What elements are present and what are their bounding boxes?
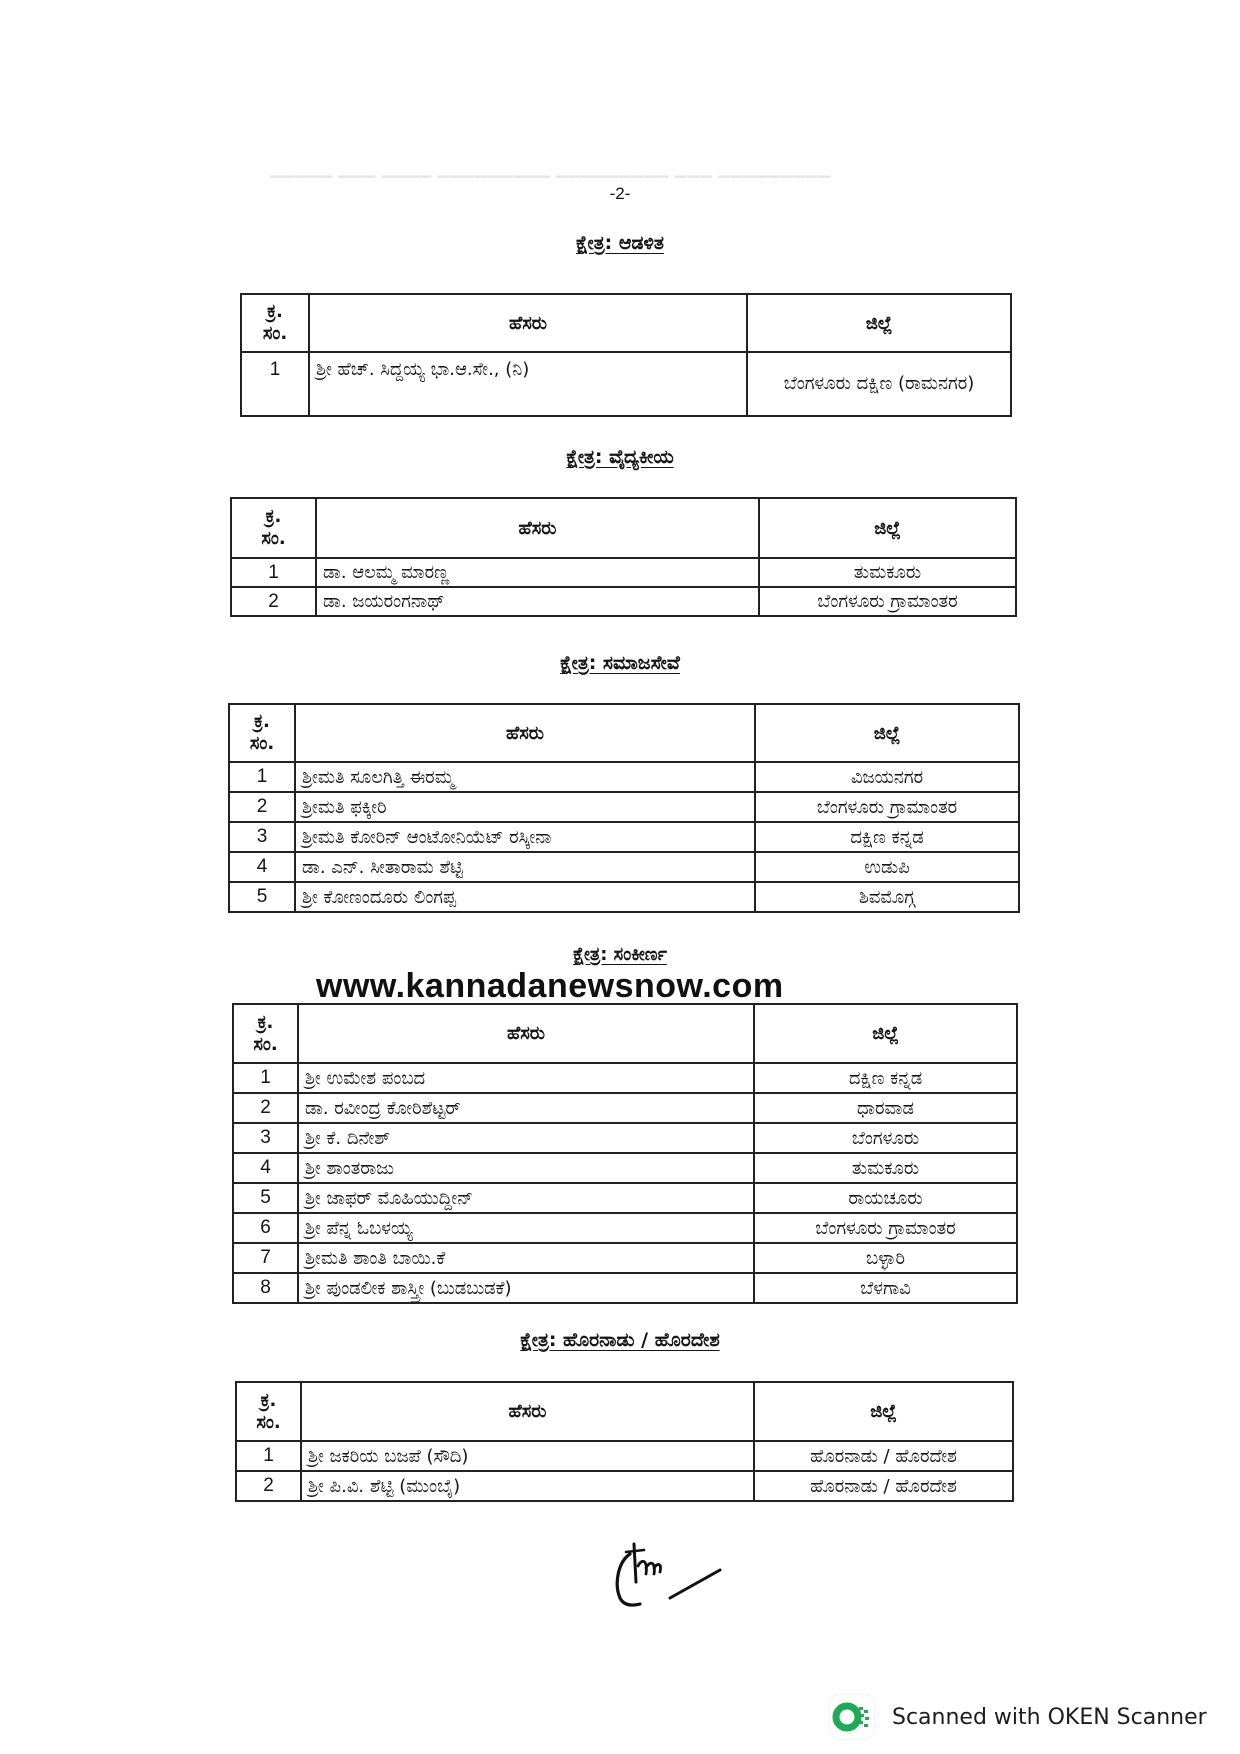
row-sno: 2 xyxy=(233,1093,298,1123)
section-title-administration: ಕ್ಷೇತ್ರ: ಆಡಳಿತ xyxy=(576,232,664,254)
row-district: ಶಿವಮೊಗ್ಗ xyxy=(755,882,1019,912)
row-sno: 4 xyxy=(229,852,295,882)
table-header-row xyxy=(229,704,1019,762)
row-district: ಹೊರನಾಡು / ಹೊರದೇಶ xyxy=(754,1441,1013,1471)
header-district: ಜಿಲ್ಲೆ xyxy=(754,1382,1013,1441)
table-row xyxy=(233,1213,1017,1243)
row-district: ಬಳ್ಳಾರಿ xyxy=(754,1243,1017,1273)
table-header-row xyxy=(231,498,1016,558)
row-name: ಶ್ರೀ ಜಕರಿಯ ಬಜಪೆ (ಸೌದಿ) xyxy=(301,1441,754,1471)
row-district: ವಿಜಯನಗರ xyxy=(755,762,1019,792)
row-name: ಶ್ರೀ ಕೋಣಂದೂರು ಲಿಂಗಪ್ಪ xyxy=(295,882,755,912)
row-district: ದಕ್ಷಿಣ ಕನ್ನಡ xyxy=(754,1063,1017,1093)
row-district: ಬೆಂಗಳೂರು xyxy=(754,1123,1017,1153)
row-name: ಶ್ರೀ ಜಾಫರ್ ಮೊಹಿಯುದ್ದೀನ್ xyxy=(298,1183,754,1213)
row-sno: 5 xyxy=(229,882,295,912)
oken-scanner-logo-icon xyxy=(830,1695,874,1739)
header-name: ಹೆಸರು xyxy=(298,1004,754,1063)
row-name: ಡಾ. ಎನ್. ಸೀತಾರಾಮ ಶೆಟ್ಟಿ xyxy=(295,852,755,882)
row-district: ಧಾರವಾಡ xyxy=(754,1093,1017,1123)
table-row xyxy=(233,1273,1017,1303)
header-sno: ಕ್ರ. ಸಂ. xyxy=(241,294,309,352)
section-title-medical: ಕ್ಷೇತ್ರ: ವೈದ್ಯಕೀಯ xyxy=(566,446,674,468)
row-name: ಡಾ. ಜಯರಂಗನಾಥ್ xyxy=(316,587,759,616)
row-sno: 5 xyxy=(233,1183,298,1213)
table-social-service xyxy=(228,703,1020,913)
table-header-row xyxy=(233,1004,1017,1063)
table-administration xyxy=(240,293,1012,417)
row-sno: 3 xyxy=(233,1123,298,1153)
header-sno: ಕ್ರ. ಸಂ. xyxy=(229,704,295,762)
row-sno: 4 xyxy=(233,1153,298,1183)
table-row xyxy=(236,1471,1013,1501)
header-sno: ಕ್ರ. ಸಂ. xyxy=(236,1382,301,1441)
row-name: ಶ್ರೀ ಹೆಚ್. ಸಿದ್ದಯ್ಯ ಭಾ.ಆ.ಸೇ., (ನಿ) xyxy=(309,352,747,416)
row-district: ಬೆಳಗಾವಿ xyxy=(754,1273,1017,1303)
table-row xyxy=(233,1063,1017,1093)
header-sno: ಕ್ರ. ಸಂ. xyxy=(233,1004,298,1063)
row-sno: 6 xyxy=(233,1213,298,1243)
watermark-url: www.kannadanewsnow.com xyxy=(316,967,784,1005)
row-sno: 8 xyxy=(233,1273,298,1303)
row-sno: 2 xyxy=(229,792,295,822)
table-row xyxy=(229,792,1019,822)
row-district: ದಕ್ಷಿಣ ಕನ್ನಡ xyxy=(755,822,1019,852)
page-number: -2- xyxy=(609,184,631,203)
table-header-row xyxy=(236,1382,1013,1441)
table-row xyxy=(229,852,1019,882)
bleed-through-text: ▁▁▁▁▁ ▁▁▁ ▁▁▁▁ ▁▁▁▁▁▁▁▁▁ ▁▁▁▁▁▁▁▁▁ ▁▁▁ ▁▁▁▁▁▁▁▁▁ xyxy=(270,160,832,178)
header-district: ಜಿಲ್ಲೆ xyxy=(759,498,1016,558)
table-medical xyxy=(230,497,1017,617)
header-sno: ಕ್ರ. ಸಂ. xyxy=(231,498,316,558)
scanner-watermark xyxy=(830,1695,1207,1739)
row-sno: 2 xyxy=(231,587,316,616)
row-sno: 3 xyxy=(229,822,295,852)
row-sno: 1 xyxy=(233,1063,298,1093)
table-row xyxy=(229,762,1019,792)
row-sno: 1 xyxy=(241,352,309,416)
table-row xyxy=(229,822,1019,852)
row-name: ಶ್ರೀ ಪಿ.ವಿ. ಶೆಟ್ಟಿ (ಮುಂಬೈ) xyxy=(301,1471,754,1501)
row-name: ಶ್ರೀ ಶಾಂತರಾಜು xyxy=(298,1153,754,1183)
row-sno: 2 xyxy=(236,1471,301,1501)
row-name: ಶ್ರೀಮತಿ ಶಾಂತಿ ಬಾಯಿ.ಕೆ xyxy=(298,1243,754,1273)
row-sno: 1 xyxy=(229,762,295,792)
signature-icon xyxy=(608,1540,728,1624)
table-row xyxy=(233,1123,1017,1153)
table-miscellaneous xyxy=(232,1003,1018,1304)
row-district: ಬೆಂಗಳೂರು ಗ್ರಾಮಾಂತರ xyxy=(754,1213,1017,1243)
row-district: ಉಡುಪಿ xyxy=(755,852,1019,882)
row-name: ಡಾ. ಆಲಮ್ಮ ಮಾರಣ್ಣ xyxy=(316,558,759,587)
row-name: ಶ್ರೀ ಪುಂಡಲೀಕ ಶಾಸ್ತ್ರೀ (ಬುಡಬುಡಕೆ) xyxy=(298,1273,754,1303)
table-row xyxy=(231,558,1016,587)
table-row xyxy=(236,1441,1013,1471)
scanner-label: Scanned with OKEN Scanner xyxy=(892,1704,1207,1730)
table-header-row xyxy=(241,294,1011,352)
row-name: ಶ್ರೀ ಪೆನ್ನ ಓಬಳಯ್ಯ xyxy=(298,1213,754,1243)
header-district: ಜಿಲ್ಲೆ xyxy=(747,294,1011,352)
header-name: ಹೆಸರು xyxy=(316,498,759,558)
row-district: ಹೊರನಾಡು / ಹೊರದೇಶ xyxy=(754,1471,1013,1501)
table-row xyxy=(233,1093,1017,1123)
header-name: ಹೆಸರು xyxy=(301,1382,754,1441)
header-name: ಹೆಸರು xyxy=(295,704,755,762)
table-row xyxy=(229,882,1019,912)
row-district: ತುಮಕೂರು xyxy=(754,1153,1017,1183)
row-name: ಡಾ. ರವೀಂದ್ರ ಕೋರಿಶೆಟ್ಟರ್ xyxy=(298,1093,754,1123)
row-district: ತುಮಕೂರು xyxy=(759,558,1016,587)
table-row xyxy=(233,1243,1017,1273)
section-title-overseas: ಕ್ಷೇತ್ರ: ಹೊರನಾಡು / ಹೊರದೇಶ xyxy=(520,1329,720,1351)
row-name: ಶ್ರೀಮತಿ ಕೋರಿನ್ ಆಂಟೋನಿಯೆಟ್ ರಸ್ಕೀನಾ xyxy=(295,822,755,852)
header-district: ಜಿಲ್ಲೆ xyxy=(754,1004,1017,1063)
table-row xyxy=(231,587,1016,616)
row-district: ಬೆಂಗಳೂರು ದಕ್ಷಿಣ (ರಾಮನಗರ) xyxy=(747,352,1011,416)
header-district: ಜಿಲ್ಲೆ xyxy=(755,704,1019,762)
row-sno: 7 xyxy=(233,1243,298,1273)
table-row xyxy=(241,352,1011,416)
row-name: ಶ್ರೀಮತಿ ಫಕ್ಕೀರಿ xyxy=(295,792,755,822)
section-title-miscellaneous: ಕ್ಷೇತ್ರ: ಸಂಕೀರ್ಣ xyxy=(573,944,667,965)
row-name: ಶ್ರೀಮತಿ ಸೂಲಗಿತ್ತಿ ಈರಮ್ಮ xyxy=(295,762,755,792)
row-district: ರಾಯಚೂರು xyxy=(754,1183,1017,1213)
row-district: ಬೆಂಗಳೂರು ಗ್ರಾಮಾಂತರ xyxy=(755,792,1019,822)
row-name: ಶ್ರೀ ಉಮೇಶ ಪಂಬದ xyxy=(298,1063,754,1093)
row-district: ಬೆಂಗಳೂರು ಗ್ರಾಮಾಂತರ xyxy=(759,587,1016,616)
header-name: ಹೆಸರು xyxy=(309,294,747,352)
table-row xyxy=(233,1183,1017,1213)
table-row xyxy=(233,1153,1017,1183)
section-title-social-service: ಕ್ಷೇತ್ರ: ಸಮಾಜಸೇವೆ xyxy=(560,652,680,674)
table-overseas xyxy=(235,1381,1014,1502)
row-sno: 1 xyxy=(231,558,316,587)
row-sno: 1 xyxy=(236,1441,301,1471)
row-name: ಶ್ರೀ ಕೆ. ದಿನೇಶ್ xyxy=(298,1123,754,1153)
